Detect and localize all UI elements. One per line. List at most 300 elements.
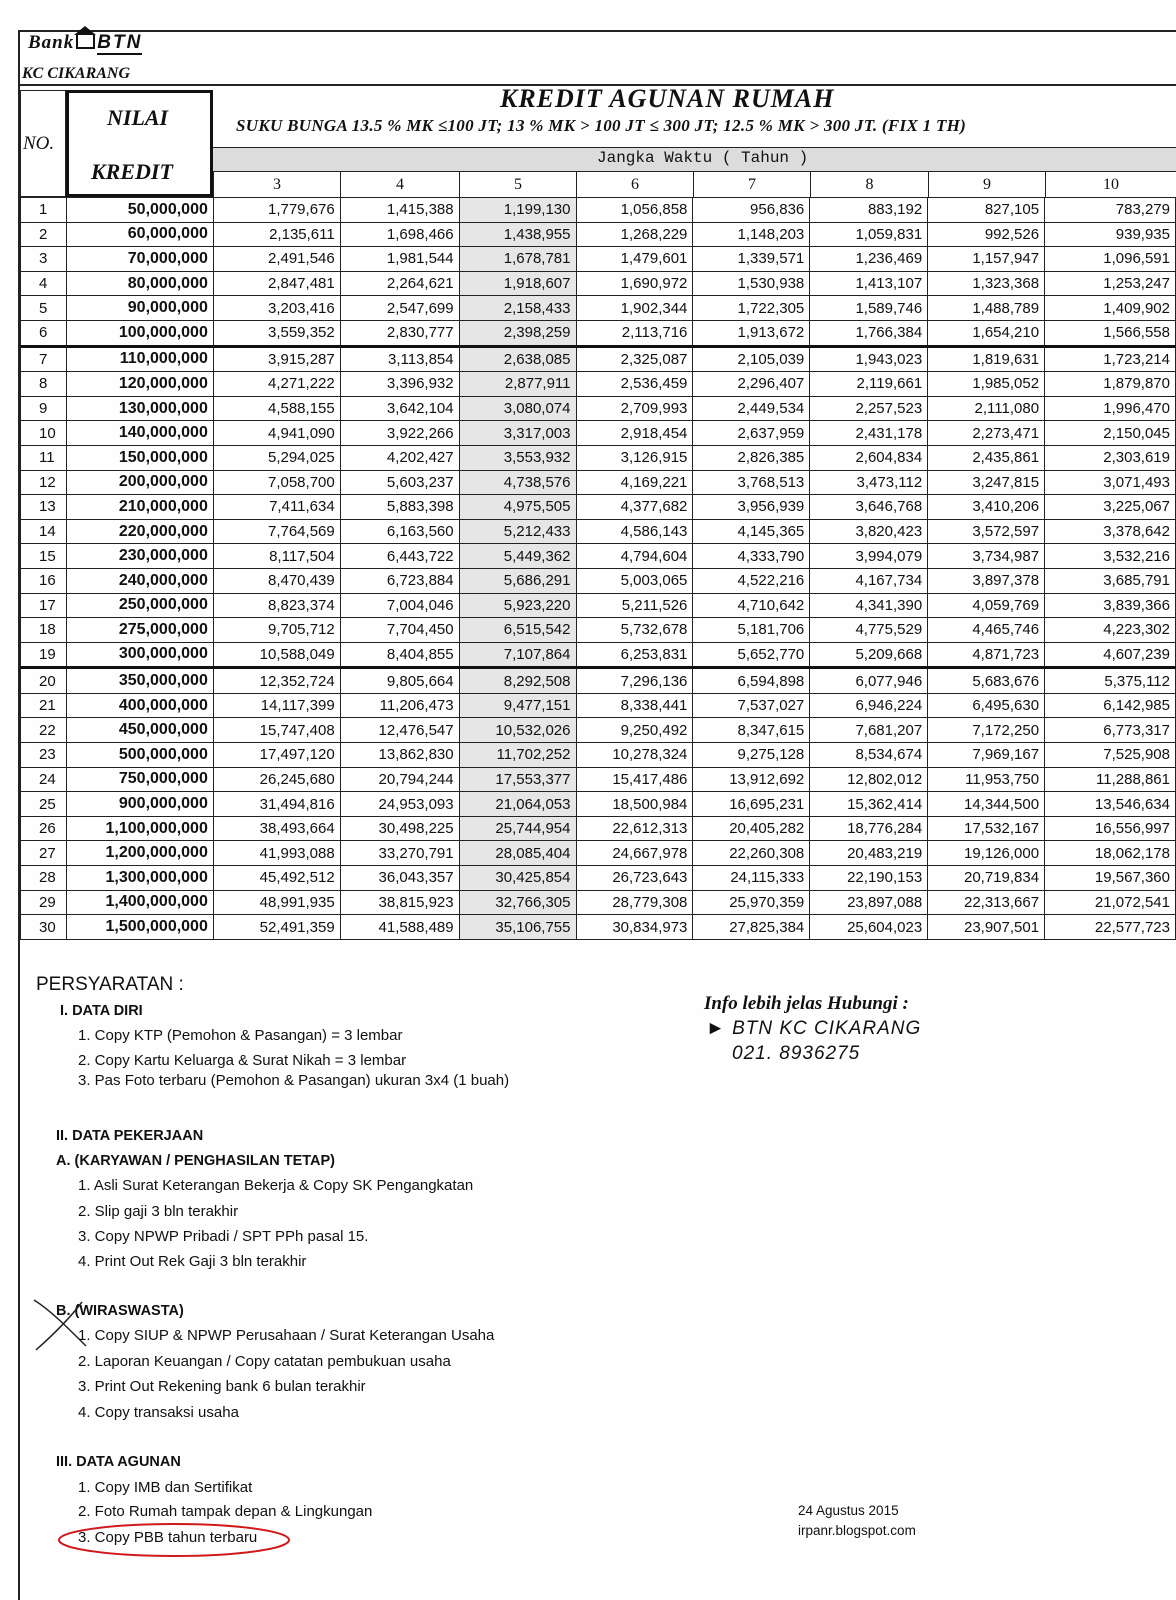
row-number: 8 — [21, 372, 67, 397]
installment-10-yr: 939,935 — [1045, 222, 1176, 247]
installment-4-yr: 2,830,777 — [340, 320, 459, 346]
installment-5-yr: 1,438,955 — [459, 222, 576, 247]
installment-7-yr: 13,912,692 — [693, 767, 810, 792]
table-row — [21, 816, 1176, 841]
list-item: 1. Copy SIUP & NPWP Perusahaan / Surat Keterangan Usaha — [78, 1327, 495, 1344]
installment-9-yr: 1,819,631 — [928, 346, 1045, 372]
table-row — [21, 445, 1176, 470]
loan-amount: 350,000,000 — [66, 668, 213, 694]
installment-3-yr: 2,847,481 — [213, 271, 340, 296]
installment-9-yr: 3,410,206 — [928, 495, 1045, 520]
year-10: 10 — [1045, 172, 1176, 197]
installment-10-yr: 4,607,239 — [1045, 642, 1176, 668]
table-row — [21, 618, 1176, 643]
table-row — [21, 693, 1176, 718]
installment-10-yr: 11,288,861 — [1045, 767, 1176, 792]
year-9: 9 — [928, 172, 1045, 197]
installment-4-yr: 6,163,560 — [340, 519, 459, 544]
installment-10-yr: 3,839,366 — [1045, 593, 1176, 618]
installment-4-yr: 3,922,266 — [340, 421, 459, 446]
row-number: 29 — [21, 890, 67, 915]
tenor-label: Jangka Waktu ( Tahun ) — [597, 149, 809, 167]
table-row — [21, 792, 1176, 817]
installment-9-yr: 5,683,676 — [928, 668, 1045, 694]
installment-5-yr: 1,199,130 — [459, 198, 576, 223]
row-number: 24 — [21, 767, 67, 792]
installment-7-yr: 5,181,706 — [693, 618, 810, 643]
installment-3-yr: 7,058,700 — [213, 470, 340, 495]
row-number: 9 — [21, 396, 67, 421]
row-number: 3 — [21, 247, 67, 272]
installment-9-yr: 1,157,947 — [928, 247, 1045, 272]
installment-8-yr: 1,943,023 — [810, 346, 928, 372]
installment-3-yr: 3,559,352 — [213, 320, 340, 346]
installment-10-yr: 1,996,470 — [1045, 396, 1176, 421]
installment-3-yr: 3,203,416 — [213, 296, 340, 321]
installment-3-yr: 10,588,049 — [213, 642, 340, 668]
installment-3-yr: 41,993,088 — [213, 841, 340, 866]
installment-3-yr: 17,497,120 — [213, 743, 340, 768]
installment-3-yr: 15,747,408 — [213, 718, 340, 743]
installment-5-yr: 28,085,404 — [459, 841, 576, 866]
installment-7-yr: 16,695,231 — [693, 792, 810, 817]
table-row — [21, 372, 1176, 397]
row-number: 15 — [21, 544, 67, 569]
installment-6-yr: 30,834,973 — [576, 915, 693, 940]
row-number: 19 — [21, 642, 67, 668]
table-row — [21, 593, 1176, 618]
installment-5-yr: 17,553,377 — [459, 767, 576, 792]
installment-table — [20, 197, 1176, 940]
installment-3-yr: 14,117,399 — [213, 693, 340, 718]
row-number: 17 — [21, 593, 67, 618]
installment-6-yr: 1,479,601 — [576, 247, 693, 272]
installment-4-yr: 36,043,357 — [340, 866, 459, 891]
installment-6-yr: 7,296,136 — [576, 668, 693, 694]
installment-6-yr: 5,211,526 — [576, 593, 693, 618]
installment-10-yr: 4,223,302 — [1045, 618, 1176, 643]
loan-amount: 50,000,000 — [66, 198, 213, 223]
table-row — [21, 544, 1176, 569]
installment-6-yr: 4,169,221 — [576, 470, 693, 495]
year-8: 8 — [810, 172, 928, 197]
installment-4-yr: 20,794,244 — [340, 767, 459, 792]
installment-8-yr: 1,589,746 — [810, 296, 928, 321]
loan-amount: 130,000,000 — [66, 396, 213, 421]
row-number: 22 — [21, 718, 67, 743]
installment-10-yr: 3,685,791 — [1045, 568, 1176, 593]
installment-3-yr: 4,271,222 — [213, 372, 340, 397]
installment-9-yr: 2,111,080 — [928, 396, 1045, 421]
installment-9-yr: 2,273,471 — [928, 421, 1045, 446]
table-row — [21, 396, 1176, 421]
installment-6-yr: 1,268,229 — [576, 222, 693, 247]
installment-7-yr: 8,347,615 — [693, 718, 810, 743]
installment-4-yr: 38,815,923 — [340, 890, 459, 915]
year-4: 4 — [340, 172, 459, 197]
installment-10-yr: 22,577,723 — [1045, 915, 1176, 940]
loan-amount: 90,000,000 — [66, 296, 213, 321]
installment-6-yr: 1,056,858 — [576, 198, 693, 223]
list-item: 4. Print Out Rek Gaji 3 bln terakhir — [78, 1253, 307, 1270]
installment-6-yr: 2,918,454 — [576, 421, 693, 446]
installment-10-yr: 6,773,317 — [1045, 718, 1176, 743]
table-row — [21, 841, 1176, 866]
table-row — [21, 495, 1176, 520]
installment-3-yr: 3,915,287 — [213, 346, 340, 372]
installment-5-yr: 2,638,085 — [459, 346, 576, 372]
list-item: 2. Copy Kartu Keluarga & Surat Nikah = 3 lembar — [78, 1052, 407, 1069]
header-kredit: KREDIT — [91, 159, 173, 184]
installment-10-yr: 3,225,067 — [1045, 495, 1176, 520]
installment-8-yr: 1,059,831 — [810, 222, 928, 247]
loan-amount: 80,000,000 — [66, 271, 213, 296]
loan-amount: 1,300,000,000 — [66, 866, 213, 891]
installment-9-yr: 23,907,501 — [928, 915, 1045, 940]
installment-6-yr: 10,278,324 — [576, 743, 693, 768]
installment-7-yr: 1,913,672 — [693, 320, 810, 346]
installment-10-yr: 6,142,985 — [1045, 693, 1176, 718]
installment-9-yr: 992,526 — [928, 222, 1045, 247]
installment-8-yr: 5,209,668 — [810, 642, 928, 668]
installment-10-yr: 1,409,902 — [1045, 296, 1176, 321]
installment-7-yr: 2,449,534 — [693, 396, 810, 421]
installment-6-yr: 1,902,344 — [576, 296, 693, 321]
installment-5-yr: 8,292,508 — [459, 668, 576, 694]
installment-10-yr: 3,378,642 — [1045, 519, 1176, 544]
installment-5-yr: 5,212,433 — [459, 519, 576, 544]
logo-bank-text: Bank — [28, 32, 75, 53]
document-date: 24 Agustus 2015 — [798, 1503, 899, 1518]
year-3: 3 — [213, 172, 340, 197]
row-number: 18 — [21, 618, 67, 643]
list-item: 1. Copy KTP (Pemohon & Pasangan) = 3 lembar — [78, 1027, 403, 1044]
loan-amount: 275,000,000 — [66, 618, 213, 643]
installment-6-yr: 9,250,492 — [576, 718, 693, 743]
row-number: 1 — [21, 198, 67, 223]
installment-10-yr: 1,096,591 — [1045, 247, 1176, 272]
installment-7-yr: 2,296,407 — [693, 372, 810, 397]
installment-6-yr: 5,003,065 — [576, 568, 693, 593]
installment-8-yr: 6,946,224 — [810, 693, 928, 718]
installment-5-yr: 5,923,220 — [459, 593, 576, 618]
installment-10-yr: 16,556,997 — [1045, 816, 1176, 841]
installment-7-yr: 1,148,203 — [693, 222, 810, 247]
installment-6-yr: 15,417,486 — [576, 767, 693, 792]
installment-5-yr: 5,449,362 — [459, 544, 576, 569]
installment-7-yr: 1,530,938 — [693, 271, 810, 296]
header-nilai-kredit-cell — [66, 90, 213, 197]
installment-7-yr: 4,710,642 — [693, 593, 810, 618]
list-item: 3. Copy PBB tahun terbaru — [78, 1529, 258, 1546]
installment-8-yr: 4,341,390 — [810, 593, 928, 618]
installment-4-yr: 41,588,489 — [340, 915, 459, 940]
installment-5-yr: 6,515,542 — [459, 618, 576, 643]
installment-3-yr: 8,117,504 — [213, 544, 340, 569]
installment-7-yr: 2,637,959 — [693, 421, 810, 446]
installment-6-yr: 4,586,143 — [576, 519, 693, 544]
row-number: 4 — [21, 271, 67, 296]
installment-9-yr: 14,344,500 — [928, 792, 1045, 817]
loan-amount: 750,000,000 — [66, 767, 213, 792]
table-row — [21, 421, 1176, 446]
installment-4-yr: 5,603,237 — [340, 470, 459, 495]
bank-logo — [28, 32, 142, 54]
installment-6-yr: 5,732,678 — [576, 618, 693, 643]
table-row — [21, 866, 1176, 891]
installment-6-yr: 4,794,604 — [576, 544, 693, 569]
table-row — [21, 718, 1176, 743]
loan-amount: 140,000,000 — [66, 421, 213, 446]
house-icon — [76, 35, 95, 49]
installment-8-yr: 25,604,023 — [810, 915, 928, 940]
installment-9-yr: 3,247,815 — [928, 470, 1045, 495]
installment-8-yr: 15,362,414 — [810, 792, 928, 817]
loan-amount: 300,000,000 — [66, 642, 213, 668]
installment-4-yr: 2,547,699 — [340, 296, 459, 321]
installment-8-yr: 3,994,079 — [810, 544, 928, 569]
installment-10-yr: 13,546,634 — [1045, 792, 1176, 817]
installment-8-yr: 12,802,012 — [810, 767, 928, 792]
installment-8-yr: 3,820,423 — [810, 519, 928, 544]
installment-5-yr: 11,702,252 — [459, 743, 576, 768]
installment-8-yr: 2,257,523 — [810, 396, 928, 421]
installment-7-yr: 4,333,790 — [693, 544, 810, 569]
logo-brand-text: BTN — [97, 32, 143, 53]
installment-7-yr: 4,145,365 — [693, 519, 810, 544]
installment-5-yr: 4,738,576 — [459, 470, 576, 495]
installment-7-yr: 24,115,333 — [693, 866, 810, 891]
installment-5-yr: 2,398,259 — [459, 320, 576, 346]
installment-10-yr: 18,062,178 — [1045, 841, 1176, 866]
installment-9-yr: 4,465,746 — [928, 618, 1045, 643]
installment-9-yr: 1,323,368 — [928, 271, 1045, 296]
installment-10-yr: 1,879,870 — [1045, 372, 1176, 397]
installment-9-yr: 7,172,250 — [928, 718, 1045, 743]
installment-7-yr: 7,537,027 — [693, 693, 810, 718]
row-number: 14 — [21, 519, 67, 544]
loan-amount: 240,000,000 — [66, 568, 213, 593]
installment-8-yr: 20,483,219 — [810, 841, 928, 866]
installment-5-yr: 10,532,026 — [459, 718, 576, 743]
installment-8-yr: 2,119,661 — [810, 372, 928, 397]
installment-8-yr: 2,431,178 — [810, 421, 928, 446]
installment-8-yr: 7,681,207 — [810, 718, 928, 743]
header-nilai: NILAI — [107, 105, 169, 130]
installment-3-yr: 2,135,611 — [213, 222, 340, 247]
installment-6-yr: 24,667,978 — [576, 841, 693, 866]
installment-5-yr: 3,317,003 — [459, 421, 576, 446]
installment-3-yr: 1,779,676 — [213, 198, 340, 223]
row-number: 7 — [21, 346, 67, 372]
list-item: 1. Asli Surat Keterangan Bekerja & Copy SK Pengangkatan — [78, 1177, 474, 1194]
row-number: 10 — [21, 421, 67, 446]
table-row — [21, 247, 1176, 272]
loan-amount: 220,000,000 — [66, 519, 213, 544]
installment-4-yr: 2,264,621 — [340, 271, 459, 296]
table-row — [21, 346, 1176, 372]
loan-amount: 1,200,000,000 — [66, 841, 213, 866]
row-number: 21 — [21, 693, 67, 718]
header-no-cell — [20, 90, 66, 197]
installment-4-yr: 13,862,830 — [340, 743, 459, 768]
table-row — [21, 568, 1176, 593]
source-site: irpanr.blogspot.com — [798, 1523, 916, 1538]
installment-3-yr: 2,491,546 — [213, 247, 340, 272]
installment-5-yr: 32,766,305 — [459, 890, 576, 915]
installment-10-yr: 2,150,045 — [1045, 421, 1176, 446]
installment-4-yr: 7,004,046 — [340, 593, 459, 618]
list-item: 1. Copy IMB dan Sertifikat — [78, 1479, 253, 1496]
installment-8-yr: 2,604,834 — [810, 445, 928, 470]
installment-6-yr: 2,113,716 — [576, 320, 693, 346]
table-title: KREDIT AGUNAN RUMAH — [500, 84, 835, 113]
table-row — [21, 767, 1176, 792]
installment-4-yr: 6,723,884 — [340, 568, 459, 593]
installment-8-yr: 3,646,768 — [810, 495, 928, 520]
installment-6-yr: 26,723,643 — [576, 866, 693, 891]
row-number: 30 — [21, 915, 67, 940]
row-number: 28 — [21, 866, 67, 891]
row-number: 6 — [21, 320, 67, 346]
row-number: 5 — [21, 296, 67, 321]
row-number: 27 — [21, 841, 67, 866]
loan-amount: 230,000,000 — [66, 544, 213, 569]
contact-title: Info lebih jelas Hubungi : — [704, 993, 909, 1014]
installment-5-yr: 9,477,151 — [459, 693, 576, 718]
installment-10-yr: 3,071,493 — [1045, 470, 1176, 495]
installment-9-yr: 3,734,987 — [928, 544, 1045, 569]
installment-10-yr: 3,532,216 — [1045, 544, 1176, 569]
installment-3-yr: 9,705,712 — [213, 618, 340, 643]
table-row — [21, 222, 1176, 247]
list-item: 3. Pas Foto terbaru (Pemohon & Pasangan) ukuran 3x4 (1 buah) — [78, 1072, 510, 1089]
installment-9-yr: 7,969,167 — [928, 743, 1045, 768]
section-data-agunan: III. DATA AGUNAN — [56, 1454, 181, 1470]
installment-4-yr: 1,981,544 — [340, 247, 459, 272]
installment-8-yr: 8,534,674 — [810, 743, 928, 768]
installment-8-yr: 23,897,088 — [810, 890, 928, 915]
installment-6-yr: 2,536,459 — [576, 372, 693, 397]
installment-5-yr: 1,678,781 — [459, 247, 576, 272]
installment-7-yr: 3,956,939 — [693, 495, 810, 520]
installment-8-yr: 1,413,107 — [810, 271, 928, 296]
contact-phone: 021. 8936275 — [732, 1043, 861, 1064]
loan-amount: 500,000,000 — [66, 743, 213, 768]
installment-9-yr: 1,985,052 — [928, 372, 1045, 397]
installment-10-yr: 21,072,541 — [1045, 890, 1176, 915]
table-row — [21, 198, 1176, 223]
contact-branch: ► BTN KC CIKARANG — [706, 1018, 922, 1039]
installment-4-yr: 3,642,104 — [340, 396, 459, 421]
handwritten-cross-mark — [30, 1296, 90, 1354]
installment-5-yr: 5,686,291 — [459, 568, 576, 593]
installment-5-yr: 1,918,607 — [459, 271, 576, 296]
loan-amount: 400,000,000 — [66, 693, 213, 718]
installment-6-yr: 18,500,984 — [576, 792, 693, 817]
installment-8-yr: 4,775,529 — [810, 618, 928, 643]
loan-amount: 100,000,000 — [66, 320, 213, 346]
table-row — [21, 296, 1176, 321]
installment-4-yr: 9,805,664 — [340, 668, 459, 694]
installment-10-yr: 5,375,112 — [1045, 668, 1176, 694]
loan-amount: 450,000,000 — [66, 718, 213, 743]
installment-4-yr: 4,202,427 — [340, 445, 459, 470]
table-row — [21, 890, 1176, 915]
row-number: 11 — [21, 445, 67, 470]
loan-amount: 210,000,000 — [66, 495, 213, 520]
installment-10-yr: 2,303,619 — [1045, 445, 1176, 470]
loan-amount: 250,000,000 — [66, 593, 213, 618]
row-number: 25 — [21, 792, 67, 817]
installment-8-yr: 6,077,946 — [810, 668, 928, 694]
installment-10-yr: 783,279 — [1045, 198, 1176, 223]
installment-4-yr: 11,206,473 — [340, 693, 459, 718]
installment-9-yr: 20,719,834 — [928, 866, 1045, 891]
table-row — [21, 470, 1176, 495]
installment-7-yr: 9,275,128 — [693, 743, 810, 768]
installment-3-yr: 12,352,724 — [213, 668, 340, 694]
table-row — [21, 743, 1176, 768]
installment-8-yr: 883,192 — [810, 198, 928, 223]
list-item: 2. Laporan Keuangan / Copy catatan pembukuan usaha — [78, 1353, 451, 1370]
installment-6-yr: 1,690,972 — [576, 271, 693, 296]
installment-8-yr: 1,766,384 — [810, 320, 928, 346]
installment-9-yr: 2,435,861 — [928, 445, 1045, 470]
installment-4-yr: 3,113,854 — [340, 346, 459, 372]
installment-6-yr: 4,377,682 — [576, 495, 693, 520]
list-item: 4. Copy transaksi usaha — [78, 1404, 239, 1421]
installment-10-yr: 19,567,360 — [1045, 866, 1176, 891]
year-5: 5 — [459, 172, 576, 197]
installment-4-yr: 33,270,791 — [340, 841, 459, 866]
table-row — [21, 320, 1176, 346]
installment-9-yr: 17,532,167 — [928, 816, 1045, 841]
installment-7-yr: 20,405,282 — [693, 816, 810, 841]
loan-amount: 1,500,000,000 — [66, 915, 213, 940]
installment-8-yr: 18,776,284 — [810, 816, 928, 841]
installment-3-yr: 38,493,664 — [213, 816, 340, 841]
installment-5-yr: 3,080,074 — [459, 396, 576, 421]
loan-amount: 1,400,000,000 — [66, 890, 213, 915]
installment-3-yr: 7,411,634 — [213, 495, 340, 520]
list-item: 3. Print Out Rekening bank 6 bulan terakhir — [78, 1378, 366, 1395]
installment-7-yr: 2,105,039 — [693, 346, 810, 372]
installment-7-yr: 27,825,384 — [693, 915, 810, 940]
installment-9-yr: 22,313,667 — [928, 890, 1045, 915]
requirements-heading: PERSYARATAN : — [36, 974, 184, 995]
installment-9-yr: 4,871,723 — [928, 642, 1045, 668]
installment-9-yr: 4,059,769 — [928, 593, 1045, 618]
installment-10-yr: 1,723,214 — [1045, 346, 1176, 372]
installment-4-yr: 30,498,225 — [340, 816, 459, 841]
table-row — [21, 668, 1176, 694]
tenor-header — [213, 147, 1176, 172]
installment-7-yr: 1,722,305 — [693, 296, 810, 321]
red-circle-annotation — [56, 1520, 296, 1560]
installment-8-yr: 22,190,153 — [810, 866, 928, 891]
installment-10-yr: 7,525,908 — [1045, 743, 1176, 768]
section-data-pekerjaan: II. DATA PEKERJAAN — [56, 1128, 204, 1144]
installment-4-yr: 6,443,722 — [340, 544, 459, 569]
loan-amount: 70,000,000 — [66, 247, 213, 272]
installment-5-yr: 2,877,911 — [459, 372, 576, 397]
row-number: 16 — [21, 568, 67, 593]
installment-3-yr: 7,764,569 — [213, 519, 340, 544]
list-item: 2. Slip gaji 3 bln terakhir — [78, 1203, 239, 1220]
installment-3-yr: 48,991,935 — [213, 890, 340, 915]
installment-4-yr: 3,396,932 — [340, 372, 459, 397]
